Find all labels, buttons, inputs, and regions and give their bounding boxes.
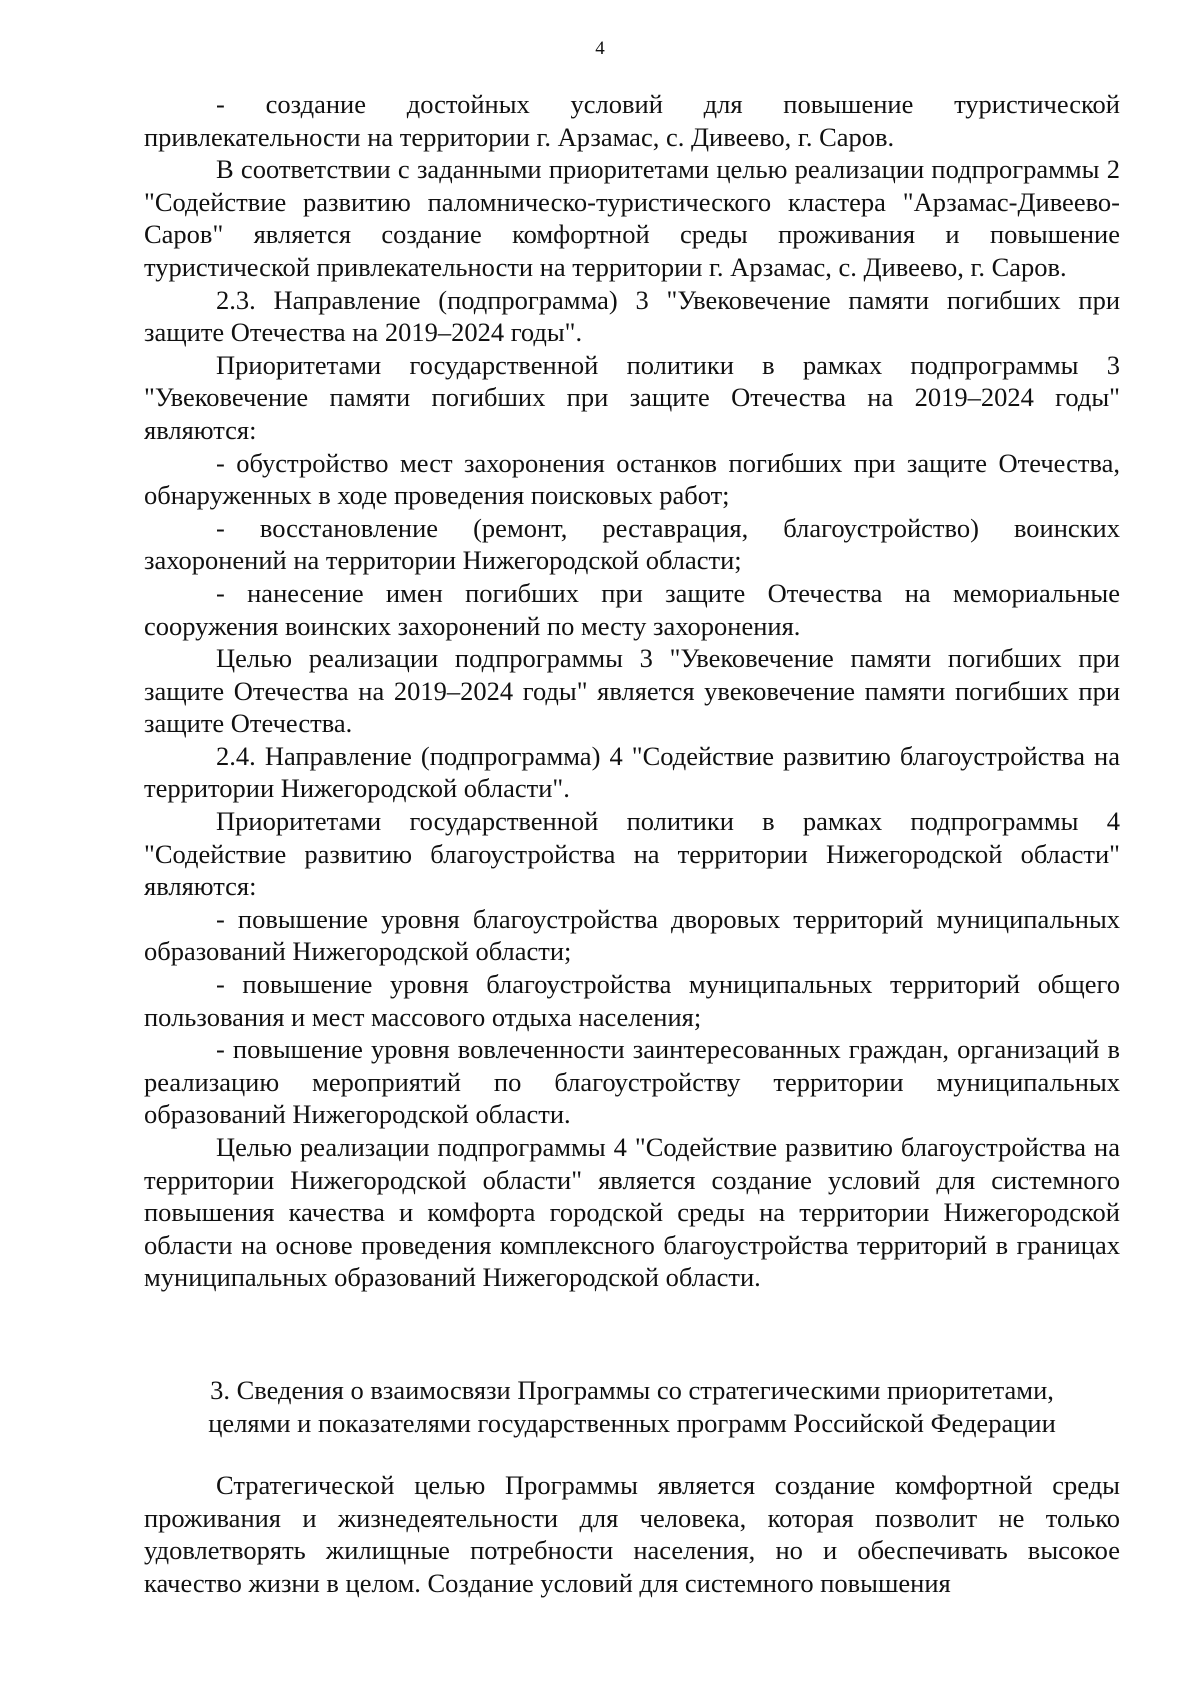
paragraph: - нанесение имен погибших при защите Отечества на мемориальные сооружения воинских захоронений по месту захоронения. (144, 577, 1120, 641)
section-heading-line2: целями и показателями государственных программ Российской Федерации (208, 1407, 1056, 1438)
paragraph: Стратегической целью Программы является создание комфортной среды проживания и жизнедеятельности для человека, которая позволит не только удовлетворять жилищные потребности населения, но и обеспечивать высокое качество жизни в целом. Создание условий для системного повышения (144, 1470, 1120, 1598)
paragraph: - повышение уровня благоустройства муниципальных территорий общего пользования и мест массового отдыха населения; (144, 969, 1120, 1032)
paragraph: 2.4. Направление (подпрограмма) 4 "Содействие развитию благоустройства на территории Нижегородской области". (144, 740, 1120, 804)
paragraph: - повышение уровня вовлеченности заинтересованных граждан, организаций в реализацию мероприятий по благоустройству территории муниципальных образований Нижегородской области. (144, 1034, 1120, 1130)
paragraph: - восстановление (ремонт, реставрация, благоустройство) воинских захоронений на территории Нижегородской области; (144, 512, 1120, 576)
paragraph: Приоритетами государственной политики в рамках подпрограммы 3 "Увековечение памяти погибших при защите Отечества на 2019–2024 годы" являются: (144, 349, 1120, 445)
page-number: 4 (595, 38, 605, 59)
paragraph: - обустройство мест захоронения останков погибших при защите Отечества, обнаруженных в ходе проведения поисковых работ; (144, 447, 1120, 511)
section-heading (144, 1374, 1120, 1439)
paragraph: Целью реализации подпрограммы 3 "Увековечение памяти погибших при защите Отечества на 2019–2024 годы" является увековечение памяти погибших при защите Отечества. (144, 643, 1120, 739)
paragraph: - повышение уровня благоустройства дворовых территорий муниципальных образований Нижегородской области; (144, 903, 1120, 967)
paragraph: Целью реализации подпрограммы 4 "Содействие развитию благоустройства на территории Нижегородской области" является создание условий для системного повышения качества и комфорта городской среды на территории Нижегородской области на основе проведения комплексного благоустройства территорий в границах муниципальных образований Нижегородской области. (144, 1132, 1120, 1293)
paragraph: Приоритетами государственной политики в рамках подпрограммы 4 "Содействие развитию благоустройства на территории Нижегородской области" являются: (144, 806, 1120, 902)
paragraph: - создание достойных условий для повышение туристической привлекательности на территории г. Арзамас, с. Дивеево, г. Саров. (144, 89, 1120, 152)
section-heading-line1: 3. Сведения о взаимосвязи Программы со стратегическими приоритетами, (210, 1375, 1054, 1405)
paragraph: 2.3. Направление (подпрограмма) 3 "Увековечение памяти погибших при защите Отечества на 2019–2024 годы". (144, 284, 1120, 348)
document-body (144, 88, 1120, 1294)
paragraph: В соответствии с заданными приоритетами целью реализации подпрограммы 2 "Содействие развитию паломническо-туристического кластера "Арзамас-Дивеево-Саров" является создание комфортной среды проживания и повышение туристической привлекательности на территории г. Арзамас, с. Дивеево, г. Саров. (144, 154, 1120, 282)
section-body (144, 1469, 1120, 1599)
